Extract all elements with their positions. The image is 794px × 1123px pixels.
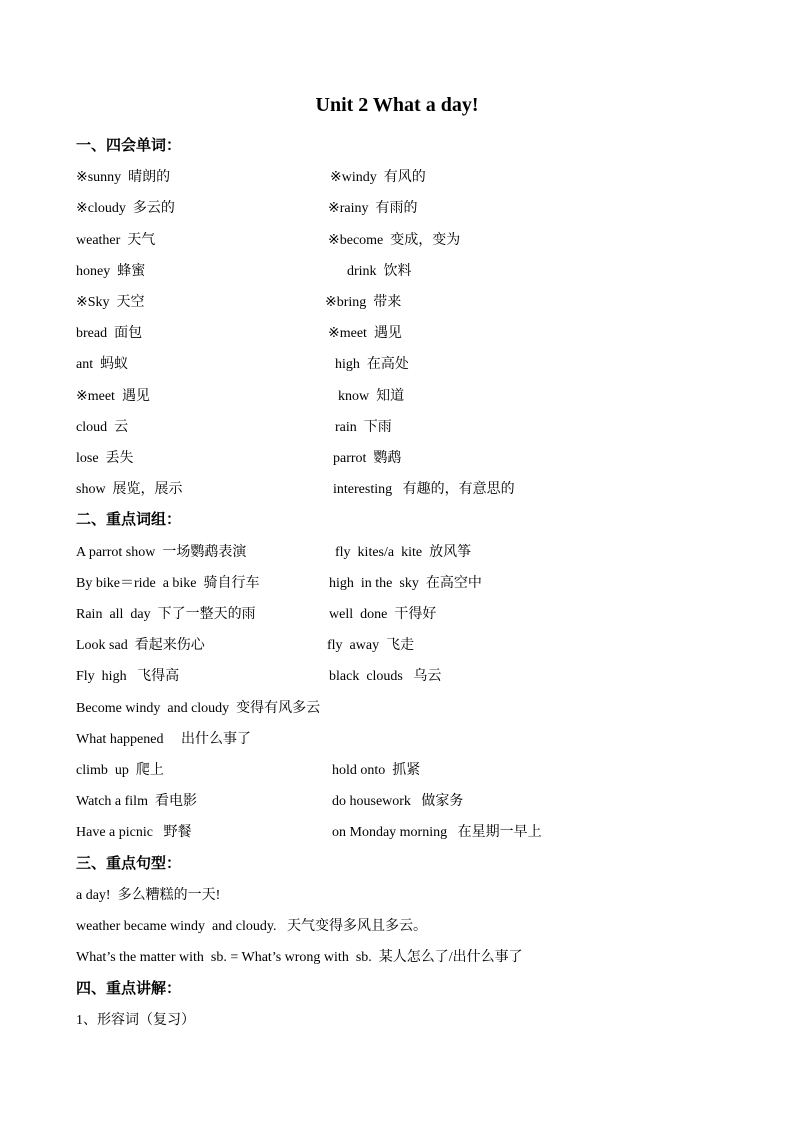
vocab-item: ※cloudy 多云的 (76, 201, 175, 216)
section-heading-vocabulary: 一、四会单词： (76, 138, 182, 154)
vocab-item: ※windy 有风的 (330, 170, 426, 185)
vocab-item: interesting 有趣的，有意思的 (333, 482, 515, 497)
phrase-item: Fly high 飞得高 (76, 669, 180, 684)
sentence-item: a day! 多么糟糕的一天! (76, 888, 221, 903)
phrase-item: well done 干得好 (329, 607, 437, 622)
section-heading-phrases: 二、重点词组： (76, 512, 182, 528)
phrase-item: Have a picnic 野餐 (76, 825, 192, 840)
vocab-item: ※meet 遇见 (76, 389, 150, 404)
section-heading-explanation: 四、重点讲解： (76, 981, 182, 997)
vocab-item: bread 面包 (76, 326, 143, 341)
vocab-item: ※bring 带来 (325, 295, 402, 310)
vocab-item: parrot 鹦鹉 (333, 451, 402, 466)
phrase-item: Watch a film 看电影 (76, 794, 197, 809)
vocab-item: honey 蜂蜜 (76, 264, 146, 279)
vocab-item: ant 蚂蚁 (76, 357, 129, 372)
phrase-item: high in the sky 在高空中 (329, 576, 482, 591)
phrase-item: Rain all day 下了一整天的雨 (76, 607, 256, 622)
phrase-item: Become windy and cloudy 变得有风多云 (76, 701, 321, 716)
vocab-item: cloud 云 (76, 420, 129, 435)
phrase-item: do housework 做家务 (332, 794, 464, 809)
sentence-item: weather became windy and cloudy. 天气变得多风且多云。 (76, 919, 427, 934)
vocab-item: lose 丢失 (76, 451, 134, 466)
phrase-item: black clouds 乌云 (329, 669, 442, 684)
phrase-item: fly kites/a kite 放风筝 (335, 545, 472, 560)
vocab-item: ※become 变成，变为 (328, 233, 461, 248)
vocab-item: weather 天气 (76, 233, 156, 248)
phrase-item: By bike＝ride a bike 骑自行车 (76, 576, 260, 591)
vocab-item: high 在高处 (335, 357, 409, 372)
phrase-item: climb up 爬上 (76, 763, 164, 778)
vocab-item: drink 饮料 (347, 264, 412, 279)
phrase-item: on Monday morning 在星期一早上 (332, 825, 542, 840)
phrase-item: hold onto 抓紧 (332, 763, 421, 778)
vocab-item: ※Sky 天空 (76, 295, 145, 310)
phrase-item: fly away 飞走 (327, 638, 415, 653)
sentence-item: What’s the matter with sb. = What’s wrong with sb. 某人怎么了/出什么事了 (76, 950, 523, 965)
vocab-item: ※sunny 晴朗的 (76, 170, 171, 185)
phrase-item: A parrot show 一场鹦鹉表演 (76, 545, 247, 560)
vocab-item: rain 下雨 (335, 420, 392, 435)
phrase-item: What happened 出什么事了 (76, 732, 251, 747)
page-title: Unit 2 What a day! (315, 94, 479, 116)
vocab-item: ※meet 遇见 (328, 326, 402, 341)
vocab-item: ※rainy 有雨的 (328, 201, 418, 216)
phrase-item: Look sad 看起来伤心 (76, 638, 205, 653)
explanation-item: 1、形容词（复习） (76, 1013, 195, 1028)
vocab-item: know 知道 (338, 389, 405, 404)
vocab-item: show 展览，展示 (76, 482, 183, 497)
section-heading-sentences: 三、重点句型： (76, 856, 182, 872)
